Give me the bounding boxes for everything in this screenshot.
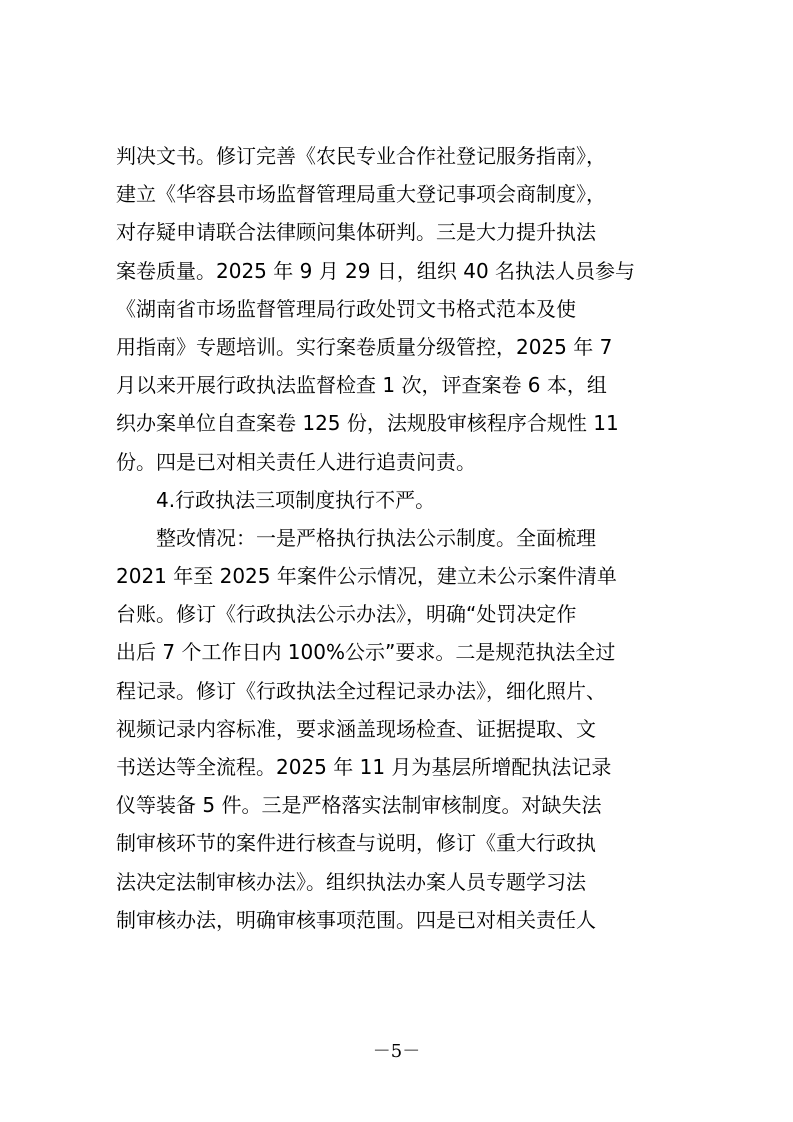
text-line: 整改情况：一是严格执行执法公示制度。全面梳理	[156, 525, 596, 550]
text-line: 对存疑申请联合法律顾问集体研判。三是大力提升执法	[116, 220, 596, 245]
document-body	[116, 137, 686, 939]
text-line: 制审核办法，明确审核事项范围。四是已对相关责任人	[116, 907, 596, 932]
text-line: 判决文书。修订完善《农民专业合作社登记服务指南》，	[116, 144, 606, 168]
text-line: 织办案单位自查案卷 125 份，法规股审核程序合规性 11	[116, 411, 619, 436]
section-heading: 4.行政执法三项制度执行不严。	[156, 487, 436, 512]
page-number: －5－	[372, 1041, 421, 1062]
text-line: 案卷质量。2025 年 9 月 29 日，组织 40 名执法人员参与	[116, 258, 636, 283]
text-line: 用指南》专题培训。实行案卷质量分级管控，2025 年 7	[116, 334, 613, 359]
text-line: 仪等装备 5 件。三是严格落实法制审核制度。对缺失法	[116, 793, 602, 818]
text-line: 月以来开展行政执法监督检查 1 次，评查案卷 6 本，组	[116, 373, 607, 398]
text-line: 视频记录内容标准，要求涵盖现场检查、证据提取、文	[116, 716, 596, 741]
text-line: 书送达等全流程。2025 年 11 月为基层所增配执法记录	[116, 755, 612, 779]
text-line: 制审核环节的案件进行核查与说明，修订《重大行政执	[116, 831, 596, 856]
text-line: 法决定法制审核办法》。组织执法办案人员专题学习法	[116, 869, 586, 894]
text-line: 2021 年至 2025 年案件公示情况，建立未公示案件清单	[116, 564, 617, 589]
text-line: 份。四是已对相关责任人进行追责问责。	[116, 449, 476, 474]
text-line: 程记录。修订《行政执法全过程记录办法》，细化照片、	[116, 678, 606, 703]
text-line: 建立《华容县市场监督管理局重大登记事项会商制度》，	[116, 182, 606, 207]
text-line: 《湖南省市场监督管理局行政处罚文书格式范本及使	[116, 296, 576, 321]
text-line: 出后 7 个工作日内 100%公示”要求。二是规范执法全过	[116, 640, 616, 665]
text-line: 台账。修订《行政执法公示办法》，明确“处罚决定作	[116, 602, 577, 627]
